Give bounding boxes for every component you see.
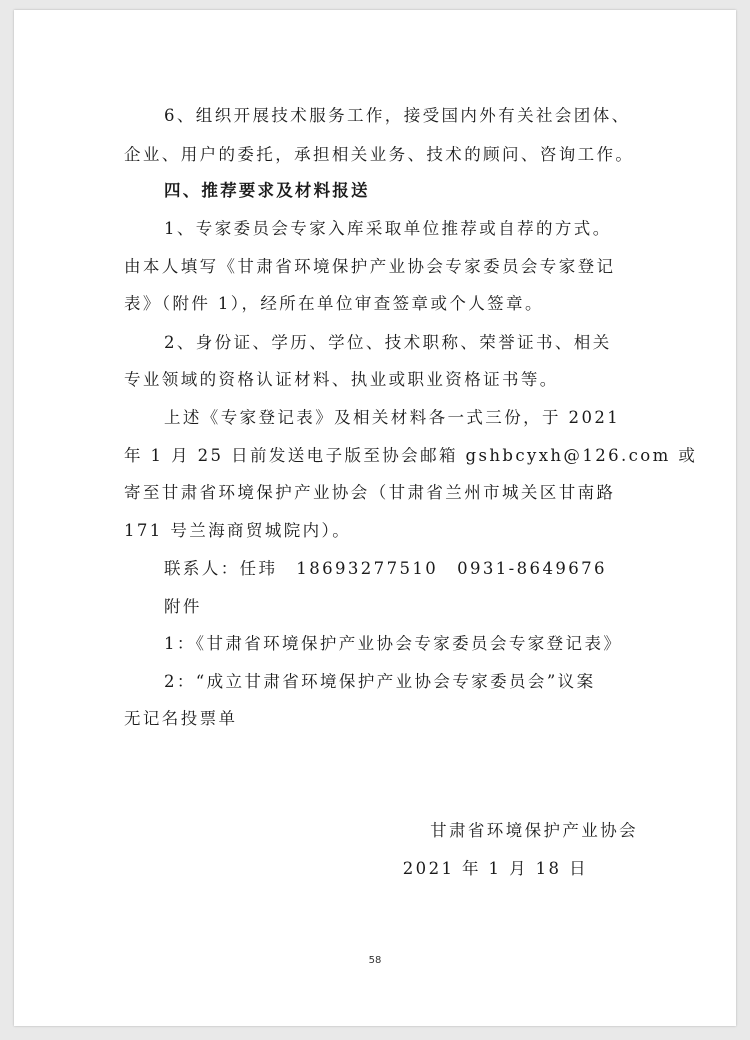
paragraph-submission-line4: 171 号兰海商贸城院内）。: [124, 521, 352, 540]
paragraph-item6-line1: 6、组织开展技术服务工作，接受国内外有关社会团体、: [164, 106, 631, 125]
section-heading: 四、推荐要求及材料报送: [164, 181, 370, 200]
page-number: 58: [368, 955, 382, 966]
document-page: [14, 10, 736, 1026]
paragraph-req1-line2: 由本人填写《甘肃省环境保护产业协会专家委员会专家登记: [124, 257, 616, 276]
attachment-item-2-line1: 2：“成立甘肃省环境保护产业协会专家委员会”议案: [164, 672, 596, 691]
signature-organization: 甘肃省环境保护产业协会: [430, 821, 638, 840]
paragraph-submission-line1: 上述《专家登记表》及相关材料各一式三份，于 2021: [164, 408, 621, 427]
paragraph-item6-line2: 企业、用户的委托，承担相关业务、技术的顾问、咨询工作。: [124, 145, 635, 164]
attachments-label: 附件: [164, 597, 202, 616]
paragraph-req2-line2: 专业领域的资格认证材料、执业或职业资格证书等。: [124, 370, 559, 389]
signature-date: 2021 年 1 月 18 日: [402, 859, 588, 878]
paragraph-submission-line2: 年 1 月 25 日前发送电子版至协会邮箱 gshbcyxh@126.com 或: [124, 446, 698, 465]
paragraph-req1-line1: 1、专家委员会专家入库采取单位推荐或自荐的方式。: [164, 219, 612, 238]
contact-line: 联系人：任玮 18693277510 0931-8649676: [164, 559, 607, 578]
attachment-item-2-line2: 无记名投票单: [124, 709, 238, 728]
paragraph-submission-line3: 寄至甘肃省环境保护产业协会（甘肃省兰州市城关区甘南路: [124, 483, 616, 502]
paragraph-req2-line1: 2、身份证、学历、学位、技术职称、荣誉证书、相关: [164, 333, 612, 352]
attachment-item-1: 1：《甘肃省环境保护产业协会专家委员会专家登记表》: [164, 634, 623, 653]
paragraph-req1-line3: 表》（附件 1），经所在单位审查签章或个人签章。: [124, 294, 544, 313]
